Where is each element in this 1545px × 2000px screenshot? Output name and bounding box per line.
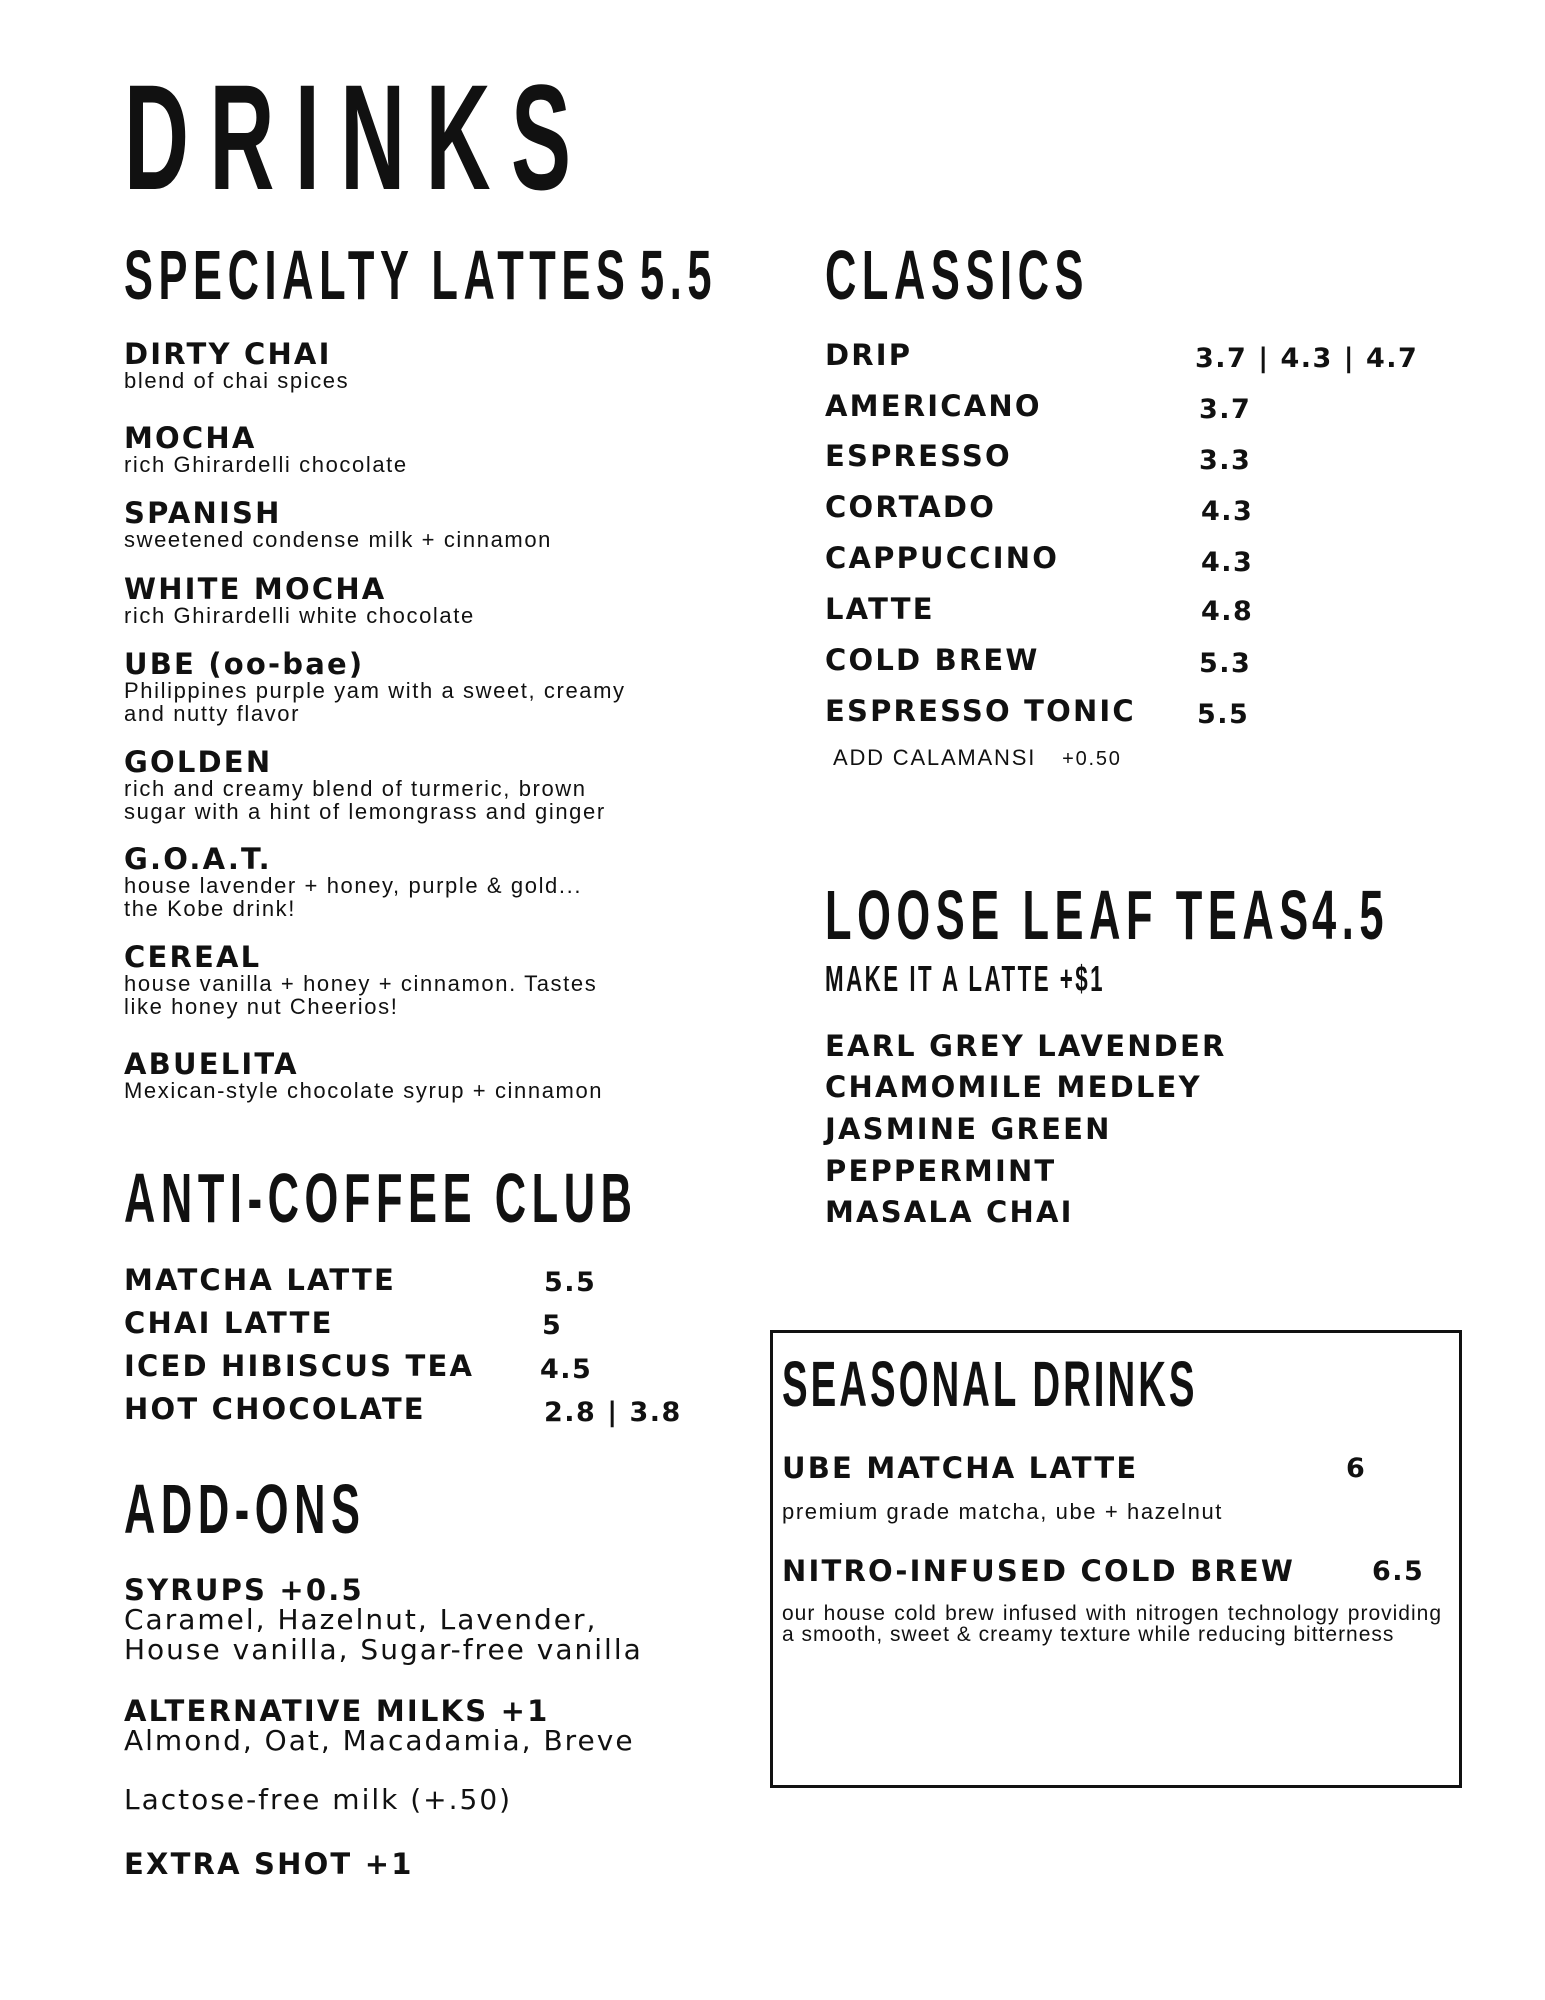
list-item: CHAMOMILE MEDLEY <box>825 1070 1202 1104</box>
item-name: ESPRESSO <box>825 439 1012 473</box>
list-item: PEPPERMINT <box>825 1154 1057 1188</box>
item-name: MATCHA LATTE <box>124 1263 397 1297</box>
item-description: house lavender + honey, purple & gold... <box>124 873 583 898</box>
calamansi-addon <box>833 745 1122 771</box>
calamansi-price: +0.50 <box>1062 748 1122 770</box>
list-item <box>124 496 553 552</box>
item-price: 4.8 <box>1201 596 1254 627</box>
loose-leaf-teas-price: 4.5 <box>1312 876 1390 954</box>
ube-matcha-latte-price: 6 <box>1346 1453 1367 1484</box>
item-name: HOT CHOCOLATE <box>124 1392 426 1426</box>
item-description-line2: like honey nut Cheerios! <box>124 994 399 1019</box>
loose-leaf-teas-heading: LOOSE LEAF TEAS <box>825 876 1314 954</box>
item-description-line2: and nutty flavor <box>124 701 301 726</box>
list-item <box>124 337 350 393</box>
item-price: 3.3 <box>1199 445 1252 476</box>
specialty-lattes-heading: SPECIALTY LATTES <box>124 236 631 314</box>
item-price: 3.7 <box>1199 394 1252 425</box>
item-price: 4.3 <box>1201 547 1254 578</box>
list-item <box>124 745 606 824</box>
item-price: 3.7 | 4.3 | 4.7 <box>1195 343 1419 374</box>
extra-shot-label: EXTRA SHOT +1 <box>124 1847 414 1881</box>
item-name: SPANISH <box>124 496 282 530</box>
list-item <box>124 842 583 921</box>
item-name: LATTE <box>825 592 935 626</box>
item-name: CEREAL <box>124 940 262 974</box>
item-description: house vanilla + honey + cinnamon. Tastes <box>124 971 598 996</box>
item-description: rich Ghirardelli white chocolate <box>124 603 475 628</box>
item-price: 2.8 | 3.8 <box>544 1397 682 1428</box>
list-item <box>124 647 626 726</box>
list-item: JASMINE GREEN <box>825 1112 1112 1146</box>
item-name: DIRTY CHAI <box>124 337 332 371</box>
classics-heading: CLASSICS <box>825 236 1090 314</box>
item-description-line2: the Kobe drink! <box>124 896 296 921</box>
milks-line: Almond, Oat, Macadamia, Breve <box>124 1724 635 1757</box>
list-item: EARL GREY LAVENDER <box>825 1029 1227 1063</box>
item-name: ICED HIBISCUS TEA <box>124 1349 475 1383</box>
add-ons-heading: ADD-ONS <box>124 1470 366 1548</box>
list-item <box>124 572 475 628</box>
latte-upgrade-note: MAKE IT A LATTE +$1 <box>825 958 1106 999</box>
item-name: ABUELITA <box>124 1047 299 1081</box>
lactose-line: Lactose-free milk (+.50) <box>124 1783 513 1816</box>
item-name: CORTADO <box>825 490 997 524</box>
item-name: MOCHA <box>124 421 257 455</box>
nitro-cold-brew-description: our house cold brew infused with nitrogen technology providing a smooth, sweet & creamy texture while reducing bitterness <box>782 1602 1442 1646</box>
item-name: UBE (oo-bae) <box>124 647 365 681</box>
item-name: DRIP <box>825 338 913 372</box>
list-item <box>124 421 408 477</box>
item-name: WHITE MOCHA <box>124 572 387 606</box>
syrups-line1: Caramel, Hazelnut, Lavender, <box>124 1603 598 1636</box>
seasonal-drinks-heading: SEASONAL DRINKS <box>782 1348 1198 1420</box>
calamansi-label: ADD CALAMANSI <box>833 745 1037 770</box>
page-title: DRINKS <box>124 53 592 221</box>
item-price: 4.3 <box>1201 496 1254 527</box>
item-description: blend of chai spices <box>124 368 350 393</box>
list-item: MASALA CHAI <box>825 1195 1074 1229</box>
nitro-cold-brew-price: 6.5 <box>1372 1556 1425 1587</box>
anti-coffee-heading: ANTI-COFFEE CLUB <box>124 1159 638 1237</box>
item-description: Philippines purple yam with a sweet, creamy <box>124 678 626 703</box>
item-description: rich and creamy blend of turmeric, brown <box>124 776 587 801</box>
item-name: ESPRESSO TONIC <box>825 694 1136 728</box>
item-description: Mexican-style chocolate syrup + cinnamon <box>124 1078 604 1103</box>
item-name: COLD BREW <box>825 643 1040 677</box>
milks-label: ALTERNATIVE MILKS +1 <box>124 1694 550 1728</box>
item-description: rich Ghirardelli chocolate <box>124 452 408 477</box>
item-name: CHAI LATTE <box>124 1306 334 1340</box>
item-price: 5.5 <box>544 1267 597 1298</box>
item-name: CAPPUCCINO <box>825 541 1060 575</box>
syrups-label: SYRUPS +0.5 <box>124 1573 364 1607</box>
item-description-line2: sugar with a hint of lemongrass and ginger <box>124 799 606 824</box>
item-price: 5.5 <box>1197 699 1250 730</box>
ube-matcha-latte-name: UBE MATCHA LATTE <box>782 1451 1139 1485</box>
syrups-line2: House vanilla, Sugar-free vanilla <box>124 1633 643 1666</box>
nitro-cold-brew-name: NITRO-INFUSED COLD BREW <box>782 1554 1296 1588</box>
specialty-lattes-price: 5.5 <box>640 236 718 314</box>
item-name: G.O.A.T. <box>124 842 272 876</box>
item-description: sweetened condense milk + cinnamon <box>124 527 553 552</box>
item-name: AMERICANO <box>825 389 1042 423</box>
item-name: GOLDEN <box>124 745 273 779</box>
item-price: 5.3 <box>1199 648 1252 679</box>
ube-matcha-latte-description: premium grade matcha, ube + hazelnut <box>782 1499 1223 1524</box>
list-item <box>124 940 598 1019</box>
item-price: 5 <box>542 1310 563 1341</box>
item-price: 4.5 <box>540 1354 593 1385</box>
list-item <box>124 1047 604 1103</box>
